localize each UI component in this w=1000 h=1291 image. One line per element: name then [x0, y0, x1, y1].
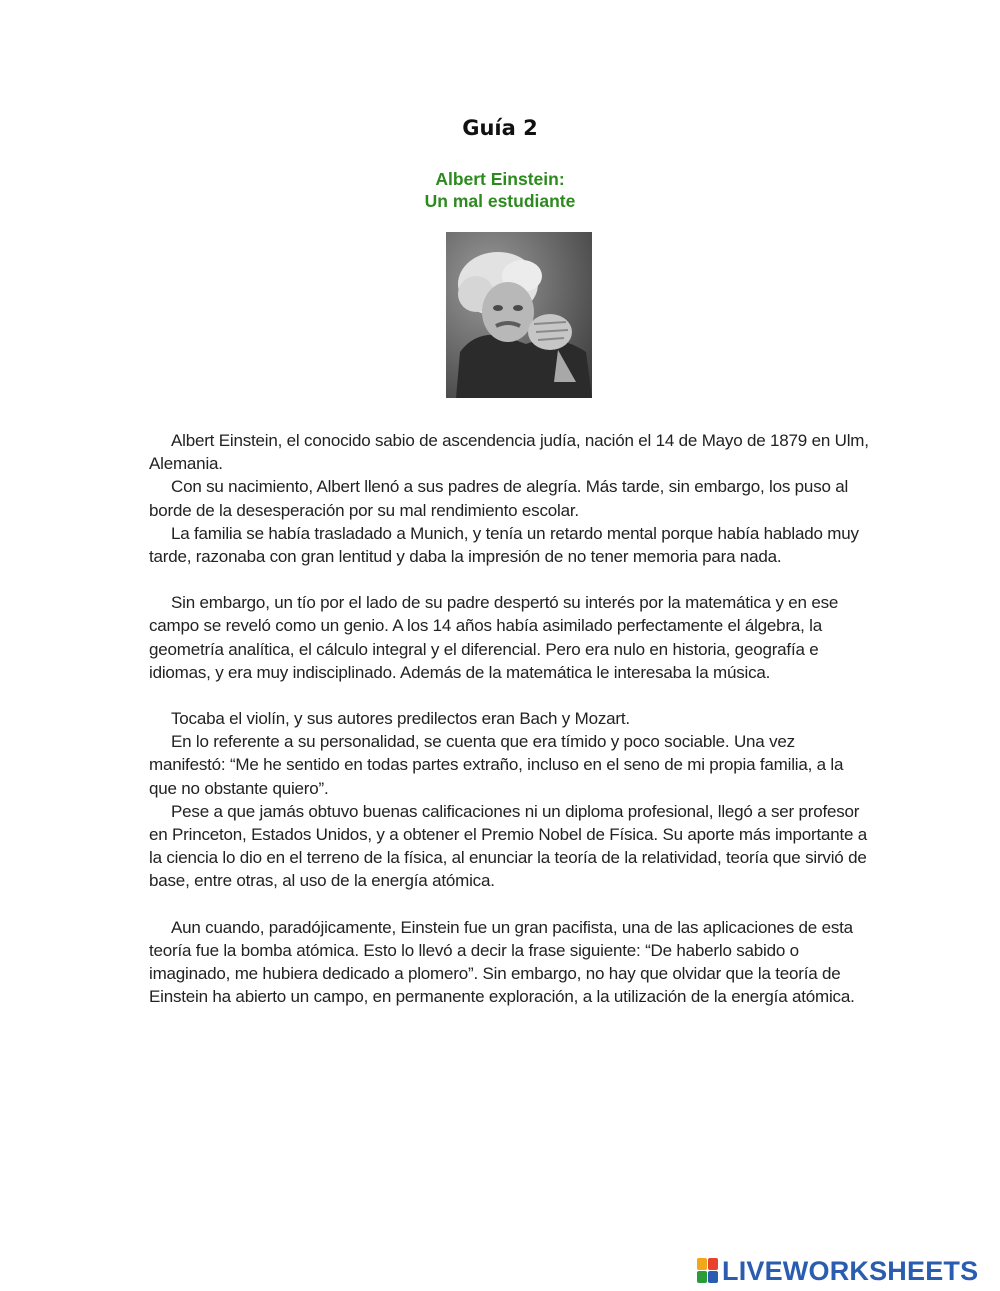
paragraph-munich: La familia se había trasladado a Munich, y tenía un retardo mental porque había hablado muy tarde, razonaba con gran lentitud y daba la impresión de no tener memoria para nada.	[149, 523, 859, 567]
paragraph-violin: Tocaba el violín, y sus autores predilectos eran Bach y Mozart.	[171, 709, 630, 729]
liveworksheets-watermark	[697, 1256, 978, 1286]
paragraph-personality: En lo referente a su personalidad, se cuenta que era tímido y poco sociable. Una vez manifestó: “Me he sentido en todas partes extraño, incluso en el seno de mi propia familia, a la que no obstante quiero”.	[149, 732, 844, 798]
guide-label: Guía 2	[462, 116, 538, 140]
paragraph-birth: Albert Einstein, el conocido sabio de ascendencia judía, nación el 14 de Mayo de 1879 en Ulm, Alemania.	[149, 431, 869, 474]
liveworksheets-logo-icon	[697, 1258, 719, 1284]
article-body	[149, 429, 869, 1008]
title-line-1: Albert Einstein:	[435, 169, 565, 189]
title-line-2: Un mal estudiante	[424, 191, 576, 211]
liveworksheets-wordmark: LIVEWORKSHEETS	[722, 1255, 979, 1286]
paragraph-nobel: Pese a que jamás obtuvo buenas calificaciones ni un diploma profesional, llegó a ser profesor en Princeton, Estados Unidos, y a obtener el Premio Nobel de Física. Su aporte más importante a la ciencia lo dio en el terreno de la física, al enunciar la teoría de la relatividad, teoría que sirvió de base, entre otras, al uso de la energía atómica.	[149, 801, 868, 891]
einstein-portrait	[446, 232, 592, 398]
paragraph-atomic-bomb: Aun cuando, paradójicamente, Einstein fue un gran pacifista, una de las aplicaciones de esta teoría fue la bomba atómica. Esto lo llevó a decir la frase siguiente: “De haberlo sabido o imaginado, me hubiera dedicado a plomero”. Sin embargo, no hay que olvidar que la teoría de Einstein ha abierto un campo, en permanente exploración, a la utilización de la energía atómica.	[149, 917, 855, 1007]
document-title	[0, 168, 1000, 212]
paragraph-childhood: Con su nacimiento, Albert llenó a sus padres de alegría. Más tarde, sin embargo, los puso al borde de la desesperación por su mal rendimiento escolar.	[149, 477, 849, 520]
paragraph-mathematics: Sin embargo, un tío por el lado de su padre despertó su interés por la matemática y en ese campo se reveló como un genio. A los 14 años había asimilado perfectamente el álgebra, la geometría analítica, el cálculo integral y el diferencial. Pero era nulo en historia, geografía e idiomas, y era muy indisciplinado. Además de la matemática le interesaba la música.	[149, 593, 839, 682]
